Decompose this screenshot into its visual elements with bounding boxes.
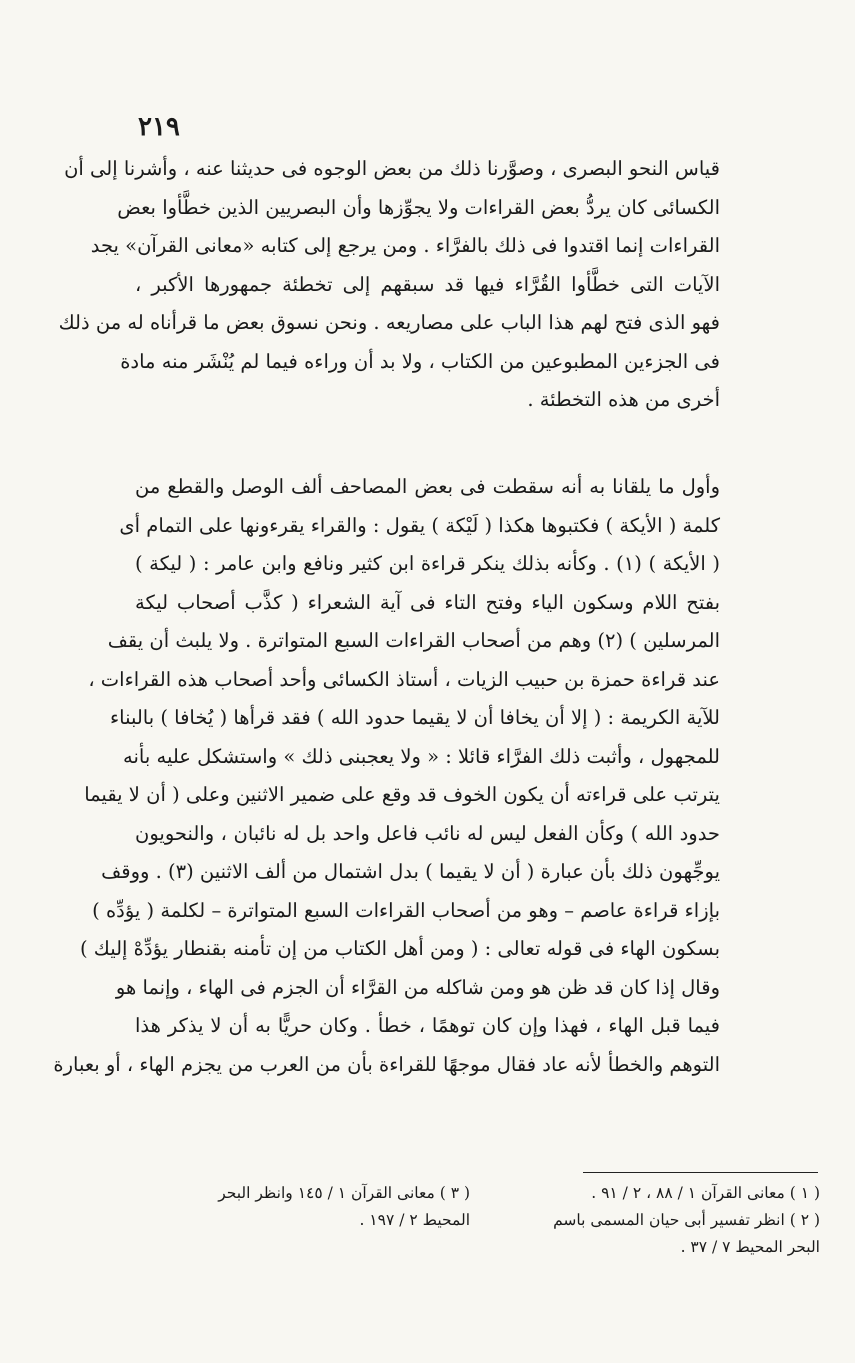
text-line: للمجهول ، وأثبت ذلك الفرَّاء قائلا : « ولا يعجبنى ذلك » واستشكل عليه بأنه bbox=[123, 744, 720, 768]
text-line: فى الجزءين المطبوعين من الكتاب ، ولا بد أن وراءه فيما لم يُنْشَر منه مادة bbox=[120, 349, 720, 373]
text-line: ( الأيكة ) (١) . وكأنه بذلك ينكر قراءة ابن كثير ونافع وابن عامر : ( ليكة ) bbox=[135, 552, 721, 575]
text-line: فيما قبل الهاء ، فهذا وإن كان توهمًا ، خطأ . وكان حريًّا به أن لا يذكر هذا bbox=[135, 1014, 720, 1037]
footnote-separator bbox=[583, 1172, 818, 1173]
text-line: التوهم والخطأ لأنه عاد فقال موجهًا للقراءة بأن من العرب من يجزم الهاء ، أو بعبارة bbox=[53, 1052, 720, 1076]
text-line: وأول ما يلقانا به أنه سقطت فى بعض المصاحف ألف الوصل والقطع من bbox=[135, 475, 720, 498]
footnote-line: ( ٢ ) انظر تفسير أبى حيان المسمى باسم bbox=[553, 1211, 820, 1229]
text-line: وقال إذا كان قد ظن هو ومن شاكله من القرَّاء أن الجزم فى الهاء ، وإنما هو bbox=[115, 975, 720, 999]
text-line: للآية الكريمة : ( إلا أن يخافا أن لا يقيما حدود الله ) فقد قرأها ( يُخافا ) بالبناء bbox=[109, 706, 720, 729]
paragraph-2 bbox=[53, 468, 721, 1084]
text-line: عند قراءة حمزة بن حبيب الزيات ، أستاذ الكسائى وأحد أصحاب هذه القراءات ، bbox=[88, 667, 720, 691]
text-line: يترتب على قراءته أن يكون الخوف قد وقع على ضمير الاثنين وعلى ( أن لا يقيما bbox=[84, 783, 720, 806]
text-line: حدود الله ) وكأن الفعل ليس له نائب فاعل واحد بل له نائبان ، والنحويون bbox=[135, 821, 720, 845]
footnotes-left-column bbox=[135, 1180, 470, 1234]
text-line: قياس النحو البصرى ، وصوَّرنا ذلك من بعض الوجوه فى حديثنا عنه ، وأشرنا إلى أن bbox=[64, 157, 720, 180]
text-line: بإزاء قراءة عاصم – وهو من أصحاب القراءات السبع المتواترة – لكلمة ( يؤدِّه ) bbox=[92, 898, 720, 922]
footnotes-right-column bbox=[485, 1180, 820, 1261]
text-line: فهو الذى فتح لهم هذا الباب على مصاريعه . ونحن نسوق بعض ما قرأناه له من ذلك bbox=[58, 311, 720, 334]
text-line: يوجِّهون ذلك بأن عبارة ( أن لا يقيما ) بدل اشتمال من ألف الاثنين (٣) . ووقف bbox=[101, 860, 720, 883]
text-line: بسكون الهاء فى قوله تعالى : ( ومن أهل الكتاب من إن تأمنه بقنطار يؤدِّهْ إليك ) bbox=[79, 937, 720, 960]
footnote-line: ( ١ ) معانى القرآن ١ / ٨٨ ، ٢ / ٩١ . bbox=[591, 1184, 820, 1202]
footnote-line: ( ٣ ) معانى القرآن ١ / ١٤٥ وانظر البحر bbox=[218, 1184, 470, 1202]
text-line: القراءات إنما اقتدوا فى ذلك بالفرَّاء . ومن يرجع إلى كتابه «معانى القرآن» يجد bbox=[90, 234, 720, 257]
text-line: الآيات التى خطَّأوا القُرَّاء فيها قد سبقهم إلى تخطئة جمهورها الأكبر ، bbox=[135, 272, 720, 296]
page-number: ٢١٩ bbox=[138, 112, 180, 142]
text-line: أخرى من هذه التخطئة . bbox=[527, 388, 720, 411]
text-line: الكسائى كان يردُّ بعض القراءات ولا يجوِّزها وأن البصريين الذين خطَّأوا بعض bbox=[117, 195, 720, 219]
text-line: كلمة ( الأيكة ) فكتبوها هكذا ( لَيْكة ) يقول : والقراء يقرءونها على التمام أى bbox=[119, 513, 720, 537]
paragraph-1 bbox=[58, 150, 720, 420]
footnote-line: المحيط ٢ / ١٩٧ . bbox=[359, 1211, 470, 1229]
text-line: بفتح اللام وسكون الياء وفتح التاء فى آية الشعراء ( كذَّب أصحاب ليكة bbox=[135, 590, 720, 614]
footnote-line: البحر المحيط ٧ / ٣٧ . bbox=[680, 1238, 820, 1256]
text-line: المرسلين ) (٢) وهم من أصحاب القراءات السبع المتواترة . ولا يلبث أن يقف bbox=[107, 629, 720, 652]
